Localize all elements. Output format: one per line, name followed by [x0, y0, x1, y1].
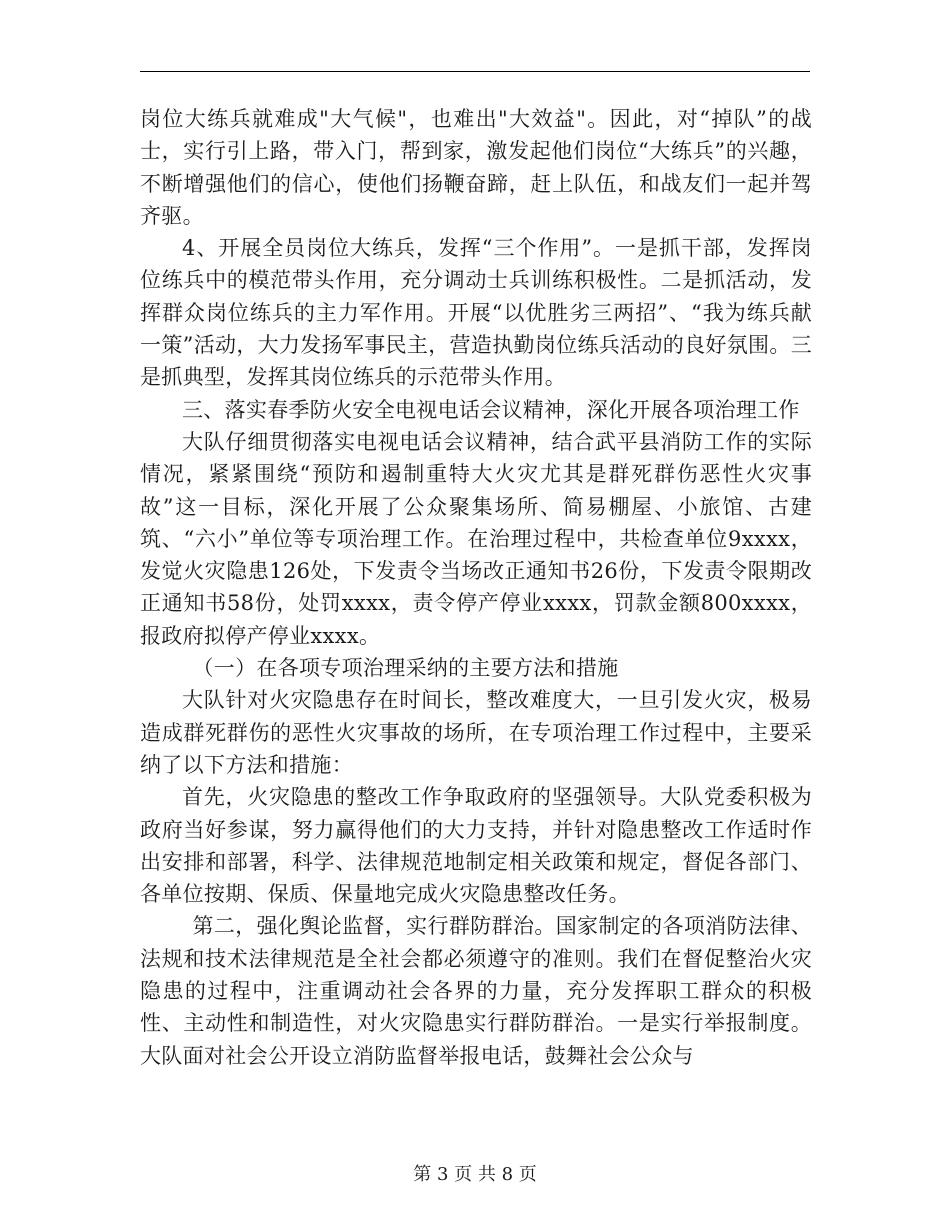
paragraph-intro-measures: 大队针对火灾隐患存在时间长，整改难度大，一旦引发火灾，极易造成群死群伤的恶性火灾事故的场所，在专项治理工作过程中，主要采纳了以下方法和措施：	[140, 688, 812, 777]
page-number-footer: 第 3 页 共 8 页	[413, 1164, 537, 1185]
paragraph-first-measure: 首先，火灾隐患的整改工作争取政府的坚强领导。大队党委积极为政府当好参谋，努力赢得他们的大力支持，并针对隐患整改工作适时作出安排和部署，科学、法律规范地制定相关政策和规定，督促各部门、各单位按期、保质、保量地完成火灾隐患整改任务。	[140, 785, 812, 907]
subsection-heading-1: （一）在各项专项治理采纳的主要方法和措施	[192, 656, 619, 681]
paragraph-second-measure: 第二，强化舆论监督，实行群防群治。国家制定的各项消防法律、法规和技术法律规范是全社会都必须遵守的准则。我们在督促整治火灾隐患的过程中，注重调动社会各界的力量，充分发挥职工群众的积极性、主动性和制造性，对火灾隐患实行群防群治。一是实行举报制度。大队面对社会公开设立消防监督举报电话，鼓舞社会公众与	[140, 914, 812, 1068]
paragraph-continuation: 岗位大练兵就难成"大气候"，也难出"大效益"。因此，对“掉队”的战士，实行引上路，带入门，帮到家，激发起他们岗位“大练兵”的兴趣，不断增强他们的信心，使他们扬鞭奋蹄，赶上队伍，和战友们一起并驾齐驱。	[140, 107, 812, 228]
document-body	[140, 103, 812, 1072]
section-heading-3: 三、落实春季防火安全电视电话会议精神，深化开展各项治理工作	[182, 397, 800, 422]
header-rule	[140, 71, 810, 72]
paragraph-item-4: 4、开展全员岗位大练兵，发挥“三个作用”。一是抓干部，发挥岗位练兵中的模范带头作用，充分调动士兵训练积极性。二是抓活动，发挥群众岗位练兵的主力军作用。开展“以优胜劣三两招”、“我为练兵献一策”活动，大力发扬军事民主，营造执勤岗位练兵活动的良好氛围。三是抓典型，发挥其岗位练兵的示范带头作用。	[140, 236, 812, 390]
paragraph-summary: 大队仔细贯彻落实电视电话会议精神，结合武平县消防工作的实际情况，紧紧围绕“预防和遏制重特大火灾尤其是群死群伤恶性火灾事故”这一目标，深化开展了公众聚集场所、简易棚屋、小旅馆、古建筑、“六小”单位等专项治理工作。在治理过程中，共检查单位9xxxx，发觉火灾隐患126处，下发责令当场改正通知书26份，下发责令限期改正通知书58份，处罚xxxx，责令停产停业xxxx，罚款金额800xxxx，报政府拟停产停业xxxx。	[140, 429, 812, 648]
